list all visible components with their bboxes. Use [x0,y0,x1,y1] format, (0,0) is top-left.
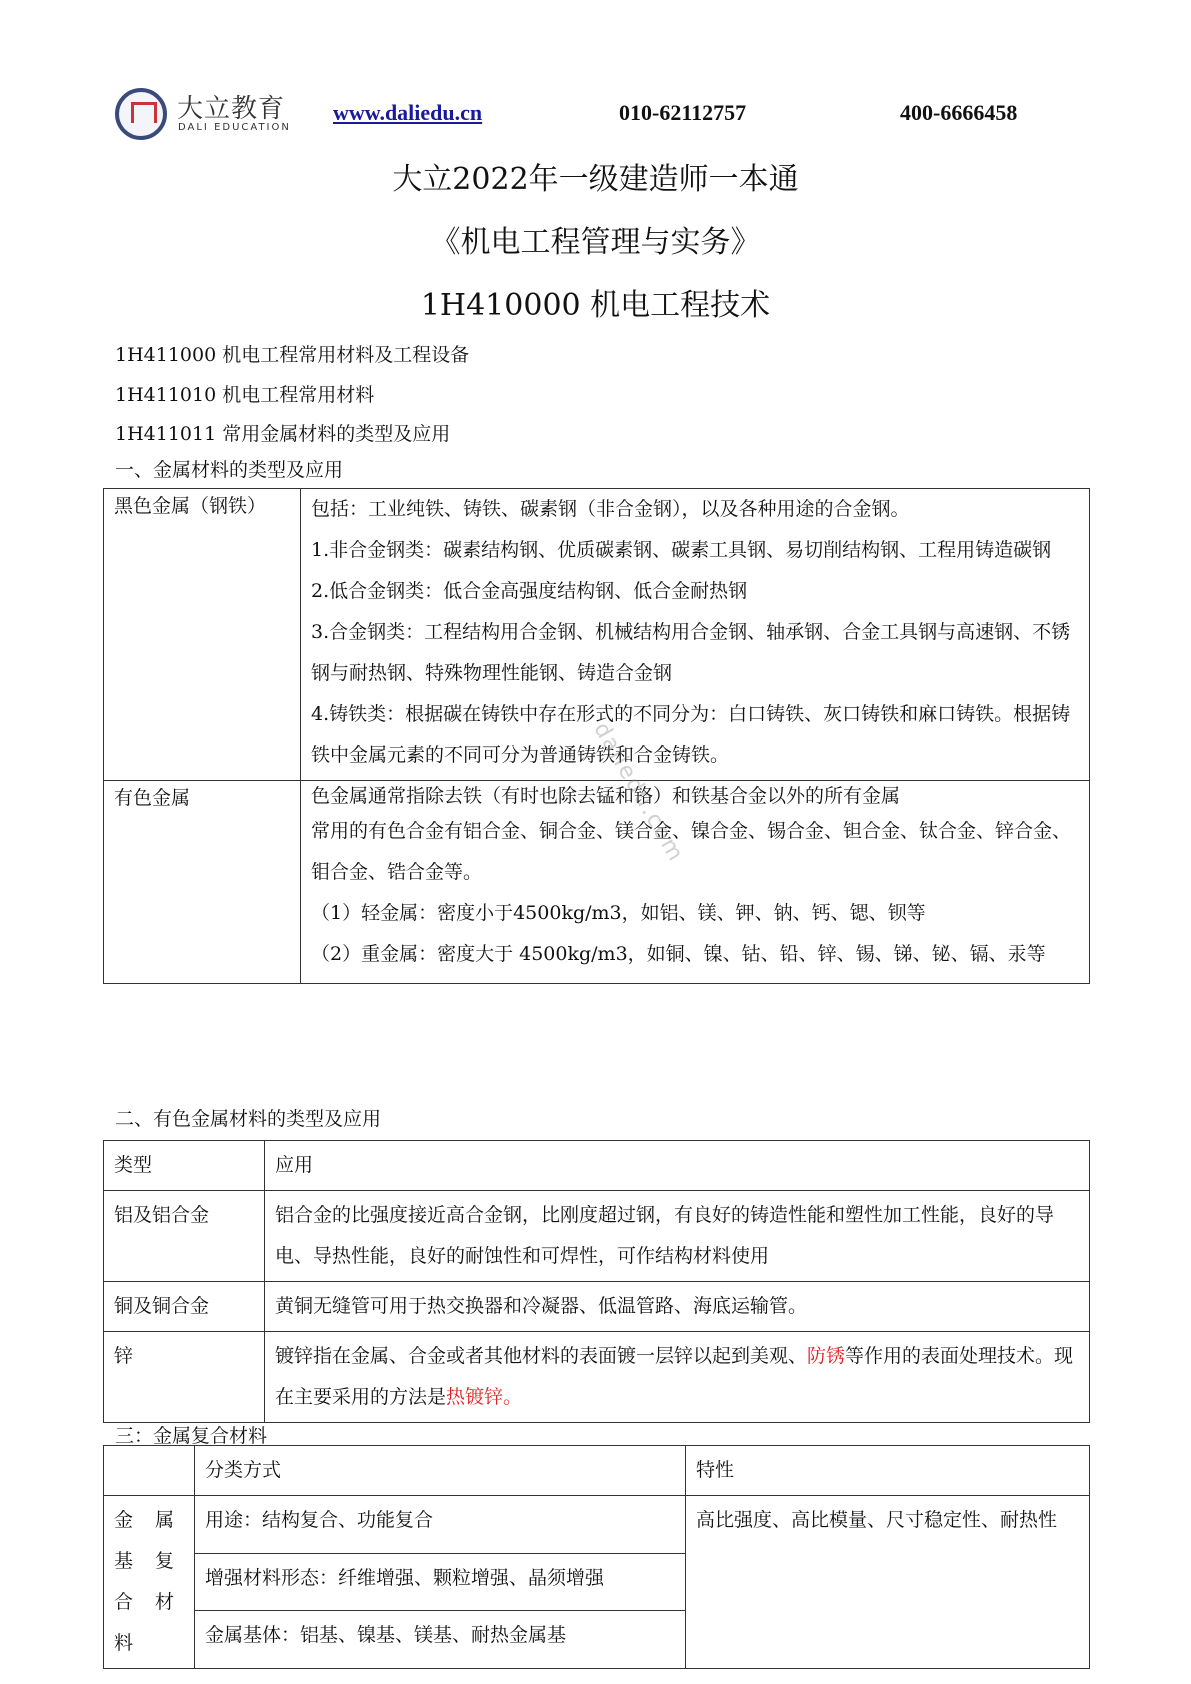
content-line: 常用的有色合金有铝合金、铜合金、镁合金、镍合金、锡合金、钽合金、钛合金、锌合金、钼合金、锆合金等。 [311,820,1072,883]
highlight-text: 热镀锌。 [446,1386,523,1408]
table-header-row [104,1141,1090,1191]
classification-cell: 金属基体：铝基、镍基、镁基、耐热金属基 [195,1611,686,1669]
type-cell: 锌 [104,1332,265,1423]
subsection-heading-1: 一、金属材料的类型及应用 [115,459,344,481]
content-line: （1）轻金属：密度小于4500kg/m3，如铝、镁、钾、钠、钙、锶、钡等 [311,902,926,924]
column-header [104,1446,195,1496]
phone-number-2: 400-6666458 [900,100,1018,125]
row-label-ferrous: 黑色金属（钢铁） [104,489,301,781]
section-heading-3: 1H411011 常用金属材料的类型及应用 [115,423,451,445]
table-header-row [104,1446,1090,1496]
nonferrous-application-table [103,1140,1090,1423]
content-line: 色金属通常指除去铁（有时也除去锰和铬）和铁基合金以外的所有金属 [311,785,901,807]
subsection-heading-2: 二、有色金属材料的类型及应用 [115,1108,382,1130]
content-line: （2）重金属：密度大于 4500kg/m3，如铜、镍、钴、铅、锌、锡、锑、铋、镉、汞等 [311,943,1046,965]
main-title: 大立2022年一级建造师一本通 [392,162,799,197]
column-header: 应用 [265,1141,1090,1191]
text-span: 等作用的表面处理技术。现在主要采用的方法是 [275,1345,1074,1408]
type-cell: 铜及铜合金 [104,1282,265,1332]
page-header [115,86,1095,142]
ferrous-content [301,489,1090,781]
logo-english-name: DALI EDUCATION [178,122,291,133]
website-link[interactable]: www.daliedu.cn [333,100,483,125]
text-span: 镀锌指在金属、合金或者其他材料的表面镀一层锌以起到美观、 [275,1345,808,1367]
section-heading-1: 1H411000 机电工程常用材料及工程设备 [115,344,470,366]
chapter-title: 1H410000 机电工程技术 [420,288,771,323]
composite-materials-table [103,1445,1090,1669]
book-title: 《机电工程管理与实务》 [430,225,761,260]
classification-cell: 增强材料形态：纤维增强、颗粒增强、晶须增强 [195,1553,686,1611]
content-line: 3.合金钢类：工程结构用合金钢、机械结构用合金钢、轴承钢、合金工具钢与高速钢、不锈钢与耐热钢、特殊物理性能钢、铸造合金钢 [311,621,1071,684]
column-header: 特性 [686,1446,1090,1496]
dali-logo [115,86,295,142]
phone-number-1: 010-62112757 [619,100,747,125]
logo-name: 大立教育 [177,94,286,124]
table-row [104,1332,1090,1423]
section-heading-2: 1H411010 机电工程常用材料 [115,384,375,406]
subsection-heading-3: 三：金属复合材料 [115,1425,268,1447]
content-line: 4.铸铁类：根据碳在铸铁中存在形式的不同分为：白口铸铁、灰口铸铁和麻口铸铁。根据铸铁中金属元素的不同可分为普通铸铁和合金铸铁。 [311,703,1071,766]
application-cell [265,1332,1090,1423]
watermark: daliedu.com [588,718,689,867]
traits-cell: 高比强度、高比模量、尺寸稳定性、耐热性 [686,1496,1090,1669]
table-row [104,781,1090,984]
application-cell: 铝合金的比强度接近高合金钢，比刚度超过钢，有良好的铸造性能和塑性加工性能，良好的导电、导热性能，良好的耐蚀性和可焊性，可作结构材料使用 [265,1191,1090,1282]
content-line: 包括：工业纯铁、铸铁、碳素钢（非合金钢），以及各种用途的合金钢。 [311,498,910,520]
content-line: 2.低合金钢类：低合金高强度结构钢、低合金耐热钢 [311,580,748,602]
row-label-nonferrous: 有色金属 [104,781,301,984]
table-row [104,1282,1090,1332]
highlight-text: 防锈 [807,1345,846,1367]
column-header: 类型 [104,1141,265,1191]
table-row [104,1191,1090,1282]
type-cell: 铝及铝合金 [104,1191,265,1282]
column-header: 分类方式 [195,1446,686,1496]
application-cell: 黄铜无缝管可用于热交换器和冷凝器、低温管路、海底运输管。 [265,1282,1090,1332]
table-row [104,1496,1090,1554]
category-label: 金属基复合材料 [104,1496,195,1669]
dali-logo-icon [115,88,167,140]
nonferrous-content [301,781,1090,984]
classification-cell: 用途：结构复合、功能复合 [195,1496,686,1554]
content-line: 1.非合金钢类：碳素结构钢、优质碳素钢、碳素工具钢、易切削结构钢、工程用铸造碳钢 [311,539,1052,561]
